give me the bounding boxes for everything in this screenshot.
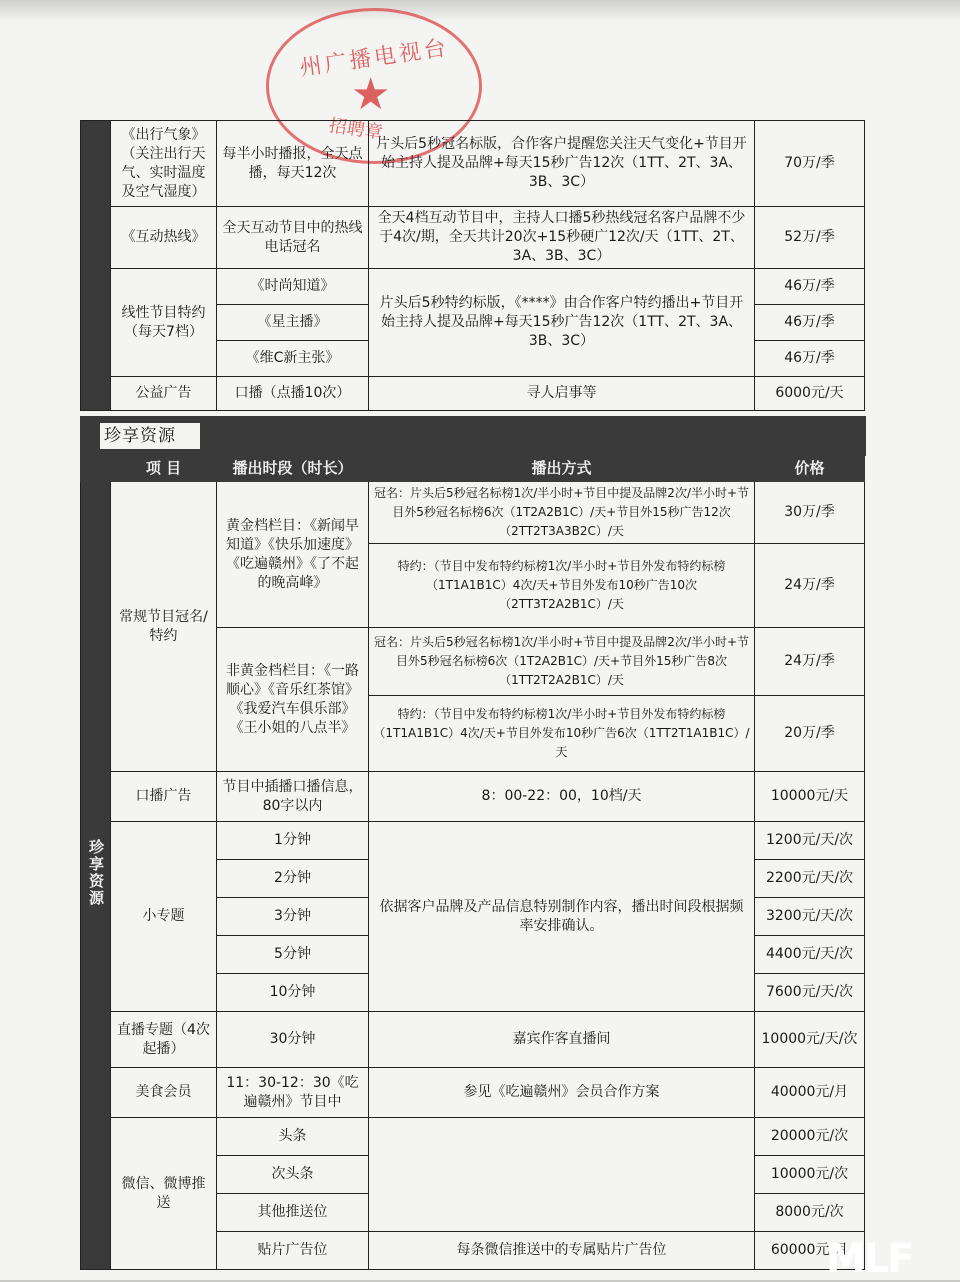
price: 70万/季 [755, 121, 865, 207]
broadcast-method: 每条微信推送中的专属贴片广告位 [369, 1232, 755, 1270]
broadcast-method: 嘉宾作客直播间 [369, 1012, 755, 1068]
broadcast-method [369, 1118, 755, 1232]
broadcast-slot: 节目中插播口播信息，80字以内 [217, 772, 369, 822]
broadcast-slot: 《维C新主张》 [217, 341, 369, 377]
header-price: 价格 [755, 456, 865, 482]
side-band [81, 482, 111, 1270]
price: 20万/季 [755, 696, 865, 772]
broadcast-slot: 全天互动节目中的热线电话冠名 [217, 207, 369, 269]
page-edge-shadow [0, 0, 960, 22]
broadcast-slot: 3分钟 [217, 898, 369, 936]
table-row [81, 1118, 865, 1156]
broadcast-slot: 11：30-12：30《吃遍赣州》节目中 [217, 1068, 369, 1118]
broadcast-method: 特约：（节目中发布特约标榜1次/半小时+节目外发布特约标榜（1T1A1B1C）4次/天+节目外发布10秒广告6次（1TT2T1A1B1C）/天 [369, 696, 755, 772]
broadcast-method: 冠名：片头后5秒冠名标榜1次/半小时+节目中提及品牌2次/半小时+节目外5秒冠名标榜6次（1T2A2B1C）/天+节目外15秒广告12次（2TT2T3A3B2C）/天 [369, 482, 755, 544]
price: 46万/季 [755, 305, 865, 341]
price: 6000元/天 [755, 377, 865, 411]
broadcast-slot: 30分钟 [217, 1012, 369, 1068]
broadcast-method: 依据客户品牌及产品信息特别制作内容，播出时间段根据频率安排确认。 [369, 822, 755, 1012]
broadcast-slot: 非黄金档栏目：《一路顺心》《音乐红茶馆》《我爱汽车俱乐部》《王小姐的八点半》 [217, 628, 369, 772]
item-name: 线性节目特约（每天7档） [111, 269, 217, 377]
table-row [81, 121, 865, 207]
broadcast-method: 特约：（节目中发布特约标榜1次/半小时+节目外发布特约标榜（1T1A1B1C）4次/天+节目外发布10秒广告10次（2TT3T2A2B1C）/天 [369, 544, 755, 628]
broadcast-slot: 贴片广告位 [217, 1232, 369, 1270]
price: 7600元/天/次 [755, 974, 865, 1012]
table-row [81, 822, 865, 860]
broadcast-slot: 黄金档栏目：《新闻早知道》《快乐加速度》《吃遍赣州》《了不起的晚高峰》 [217, 482, 369, 628]
corner-watermark-logo: MLF [826, 1236, 913, 1282]
table-row [81, 377, 865, 411]
item-name: 小专题 [111, 822, 217, 1012]
broadcast-method: 冠名：片头后5秒冠名标榜1次/半小时+节目中提及品牌2次/半小时+节目外5秒冠名标榜6次（1T2A2B1C）/天+节目外15秒广告8次（1TT2T2A2B1C）/天 [369, 628, 755, 696]
broadcast-slot: 每半小时播报，全天点播，每天12次 [217, 121, 369, 207]
broadcast-slot: 1分钟 [217, 822, 369, 860]
price: 10000元/天/次 [755, 1012, 865, 1068]
price: 60000元/月 [755, 1232, 865, 1270]
item-name: 直播专题（4次起播） [111, 1012, 217, 1068]
broadcast-slot: 2分钟 [217, 860, 369, 898]
price: 40000元/月 [755, 1068, 865, 1118]
table-row [81, 1012, 865, 1068]
table-row [81, 207, 865, 269]
left-dark-band [81, 121, 111, 411]
table-row [81, 772, 865, 822]
price: 24万/季 [755, 544, 865, 628]
top-pricing-table [80, 120, 865, 411]
item-name: 口播广告 [111, 772, 217, 822]
price: 24万/季 [755, 628, 865, 696]
broadcast-slot: 10分钟 [217, 974, 369, 1012]
price: 30万/季 [755, 482, 865, 544]
price: 20000元/次 [755, 1118, 865, 1156]
broadcast-method: 片头后5秒特约标版，《****》由合作客户特约播出+节目开始主持人提及品牌+每天15秒广告12次（1TT、2T、3A、3B、3C） [369, 269, 755, 377]
broadcast-method: 片头后5秒冠名标版，合作客户提醒您关注天气变化+节目开始主持人提及品牌+每天15秒广告12次（1TT、2T、3A、3B、3C） [369, 121, 755, 207]
seal-star-icon: ★ [351, 69, 391, 120]
table-row [81, 1068, 865, 1118]
broadcast-method: 参见《吃遍赣州》会员合作方案 [369, 1068, 755, 1118]
seal-bottom-text: 招聘章 [327, 115, 384, 144]
price: 46万/季 [755, 269, 865, 305]
price: 1200元/天/次 [755, 822, 865, 860]
broadcast-method: 寻人启事等 [369, 377, 755, 411]
table-header-row [81, 456, 865, 482]
broadcast-slot: 《星主播》 [217, 305, 369, 341]
side-section-label: 珍享资源 [87, 838, 105, 907]
broadcast-slot: 口播（点播10次） [217, 377, 369, 411]
item-name: 微信、微博推送 [111, 1118, 217, 1270]
price: 10000元/天 [755, 772, 865, 822]
broadcast-slot: 次头条 [217, 1156, 369, 1194]
price: 46万/季 [755, 341, 865, 377]
seal-arc-text: 州广播电视台 [298, 35, 451, 82]
price: 8000元/次 [755, 1194, 865, 1232]
broadcast-slot: 5分钟 [217, 936, 369, 974]
item-name: 《互动热线》 [111, 207, 217, 269]
premium-resources-table [80, 455, 865, 1270]
item-name: 公益广告 [111, 377, 217, 411]
price: 10000元/次 [755, 1156, 865, 1194]
header-slot: 播出时段（时长） [217, 456, 369, 482]
table-row [81, 269, 865, 305]
item-name: 《出行气象》（关注出行天气、实时温度及空气湿度） [111, 121, 217, 207]
broadcast-slot: 其他推送位 [217, 1194, 369, 1232]
price: 2200元/天/次 [755, 860, 865, 898]
broadcast-slot: 头条 [217, 1118, 369, 1156]
price: 4400元/天/次 [755, 936, 865, 974]
price: 3200元/天/次 [755, 898, 865, 936]
table-row [81, 482, 865, 544]
item-name: 常规节目冠名/特约 [111, 482, 217, 772]
header-item: 项 目 [111, 456, 217, 482]
broadcast-slot: 《时尚知道》 [217, 269, 369, 305]
section-title: 珍享资源 [100, 423, 200, 449]
header-method: 播出方式 [369, 456, 755, 482]
header-spacer [81, 456, 111, 482]
broadcast-method: 全天4档互动节目中，主持人口播5秒热线冠名客户品牌不少于4次/期，全天共计20次+15秒硬广12次/天（1TT、2T、3A、3B、3C） [369, 207, 755, 269]
price: 52万/季 [755, 207, 865, 269]
item-name: 美食会员 [111, 1068, 217, 1118]
broadcast-method: 8：00-22：00，10档/天 [369, 772, 755, 822]
